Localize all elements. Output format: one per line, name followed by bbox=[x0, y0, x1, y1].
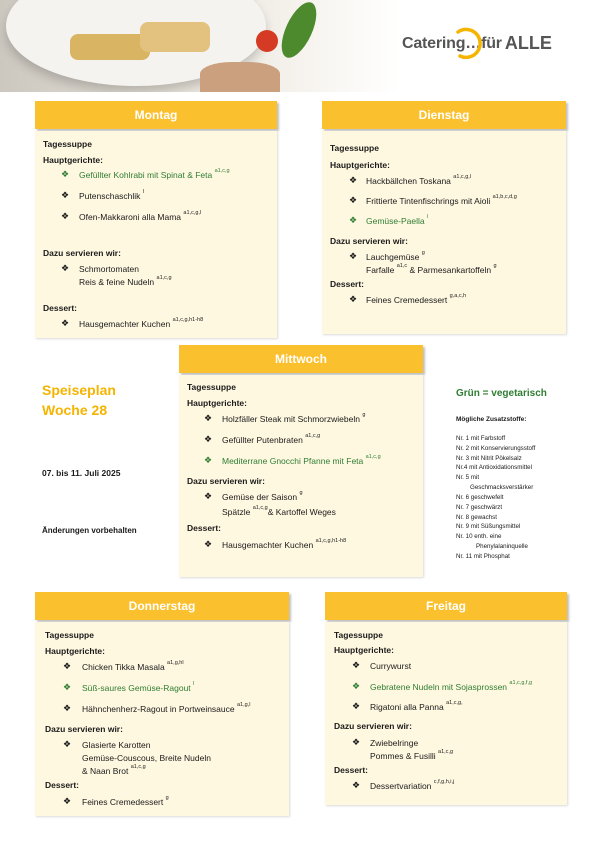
food-photo bbox=[0, 0, 400, 92]
additive-codes: g bbox=[165, 795, 169, 801]
dessert-dish bbox=[366, 295, 466, 305]
additive-codes: g bbox=[299, 490, 303, 496]
dessert-dish bbox=[79, 319, 203, 329]
additive-item: Nr. 10 enth. eine bbox=[456, 533, 502, 540]
bullet-icon: ❖ bbox=[63, 682, 72, 692]
page-title bbox=[42, 380, 116, 420]
additive-codes: l bbox=[426, 214, 429, 220]
main-dish bbox=[82, 683, 194, 693]
dish-name: Rigatoni alla Panna bbox=[370, 702, 444, 712]
day-name: Freitag bbox=[425, 599, 466, 613]
dish-name: & Kartoffel Weges bbox=[267, 507, 336, 517]
additive-codes: a1,g,hl bbox=[167, 660, 184, 666]
day-name: Montag bbox=[134, 108, 178, 122]
additive-item: Nr.4 mit Antioxidationsmittel bbox=[456, 464, 532, 471]
day-name: Dienstag bbox=[418, 108, 470, 122]
day-header-freitag bbox=[325, 592, 567, 620]
bullet-icon: ❖ bbox=[352, 737, 361, 747]
main-label: Hauptgerichte: bbox=[334, 645, 394, 655]
main-label: Hauptgerichte: bbox=[45, 646, 105, 656]
bullet-icon: ❖ bbox=[204, 455, 213, 465]
side-dish bbox=[82, 766, 146, 776]
additive-codes: g,a,c,h bbox=[449, 293, 467, 299]
bullet-icon: ❖ bbox=[61, 169, 70, 179]
additive-item: Phenylalaninquelle bbox=[476, 543, 528, 550]
dish-name: Gebratene Nudeln mit Sojasprossen bbox=[370, 682, 508, 692]
day-header-dienstag bbox=[322, 101, 566, 129]
bullet-icon: ❖ bbox=[63, 796, 72, 806]
company-logo bbox=[402, 33, 552, 54]
bullet-icon: ❖ bbox=[349, 251, 358, 261]
dish-name: Feines Cremedessert bbox=[366, 295, 448, 305]
additive-codes: a1,c,g,h1-h8 bbox=[172, 317, 204, 323]
additive-codes: a1,c,g, bbox=[446, 700, 463, 706]
hand-image bbox=[200, 62, 280, 92]
dessert-label: Dessert: bbox=[43, 303, 78, 313]
dish-name: Feines Cremedessert bbox=[82, 797, 164, 807]
dish-name: Schmortomaten bbox=[79, 264, 139, 274]
bullet-icon: ❖ bbox=[204, 413, 213, 423]
main-dish bbox=[82, 662, 184, 672]
additive-codes: a1,c,g,h1-h8 bbox=[315, 538, 347, 544]
side-dish bbox=[370, 738, 418, 748]
additive-codes: a1,b,c,d,g bbox=[492, 194, 517, 200]
additive-item: Nr. 11 mit Phosphat bbox=[456, 553, 510, 560]
soup-label: Tagessuppe bbox=[45, 630, 94, 640]
dish-name: & Parmesankartoffeln bbox=[407, 265, 492, 275]
dish-name: Gemüse der Saison bbox=[222, 492, 298, 502]
week-line: Woche 28 bbox=[42, 402, 108, 418]
side-dish bbox=[79, 277, 172, 287]
additive-codes: a1,c,g bbox=[365, 454, 381, 460]
dish-name: Lauchgemüse bbox=[366, 252, 420, 262]
additive-codes: a1,c bbox=[396, 263, 408, 269]
bullet-icon: ❖ bbox=[63, 661, 72, 671]
additive-codes: a1,c,g bbox=[156, 275, 172, 281]
soup-label: Tagessuppe bbox=[43, 139, 92, 149]
dish-name: Chicken Tikka Masala bbox=[82, 662, 165, 672]
sides-label: Dazu servieren wir: bbox=[330, 236, 408, 246]
side-dish bbox=[366, 265, 497, 275]
additive-item: Nr. 7 geschwärzt bbox=[456, 504, 503, 511]
dish-name: Hausgemachter Kuchen bbox=[222, 540, 314, 550]
bullet-icon: ❖ bbox=[352, 780, 361, 790]
dessert-label: Dessert: bbox=[330, 279, 365, 289]
side-dish bbox=[222, 492, 303, 502]
sides-label: Dazu servieren wir: bbox=[334, 721, 412, 731]
sides-label: Dazu servieren wir: bbox=[45, 724, 123, 734]
additive-codes: a1,c,g,l bbox=[453, 174, 472, 180]
additives-title: Mögliche Zusatzstoffe: bbox=[456, 416, 527, 423]
additive-codes: a1,g,l bbox=[237, 702, 251, 708]
additive-item: Nr. 3 mit Nitrit Pökelsalz bbox=[456, 455, 522, 462]
additive-item: Nr. 9 mit Süßungsmittel bbox=[456, 523, 521, 530]
main-dish bbox=[79, 170, 230, 180]
title-line: Speiseplan bbox=[42, 382, 116, 398]
additive-item: Nr. 6 geschwefelt bbox=[456, 494, 504, 501]
main-label: Hauptgerichte: bbox=[43, 155, 103, 165]
side-dish bbox=[370, 751, 453, 761]
soup-label: Tagessuppe bbox=[330, 143, 379, 153]
dish-name: Zwiebelringe bbox=[370, 738, 419, 748]
soup-label: Tagessuppe bbox=[334, 630, 383, 640]
side-dish bbox=[82, 753, 211, 763]
sides-label: Dazu servieren wir: bbox=[187, 476, 265, 486]
dessert-label: Dessert: bbox=[45, 780, 80, 790]
additive-codes: a1,c,g,f,g bbox=[509, 680, 533, 686]
additive-codes: g bbox=[493, 263, 497, 269]
main-dish bbox=[82, 704, 250, 714]
dish-name: & Naan Brot bbox=[82, 766, 129, 776]
date-range: 07. bis 11. Juli 2025 bbox=[42, 468, 121, 478]
additive-codes: c,f,g,h,i,j bbox=[433, 779, 455, 785]
bullet-icon: ❖ bbox=[349, 195, 358, 205]
additive-codes: g bbox=[421, 250, 425, 256]
dish-name: Spätzle bbox=[222, 507, 251, 517]
additive-item: Nr. 1 mit Farbstoff bbox=[456, 435, 506, 442]
side-dish bbox=[222, 507, 336, 517]
additive-codes: a1,c,g bbox=[252, 505, 268, 511]
main-dish bbox=[366, 176, 471, 186]
additive-item: Geschmacksverstärker bbox=[470, 484, 534, 491]
dish-name: Dessertvariation bbox=[370, 781, 432, 791]
bullet-icon: ❖ bbox=[349, 294, 358, 304]
additive-codes: l bbox=[142, 189, 145, 195]
dish-name: Frittierte Tintenfischrings mit Aioli bbox=[366, 196, 491, 206]
dish-name: Gemüse-Paella bbox=[366, 216, 425, 226]
main-dish bbox=[370, 682, 532, 692]
dish-name: Gemüse-Couscous, Breite Nudeln bbox=[82, 753, 211, 763]
sides-label: Dazu servieren wir: bbox=[43, 248, 121, 258]
logo-swoosh-icon bbox=[450, 24, 490, 64]
additive-codes: g bbox=[362, 412, 366, 418]
dish-name: Reis & feine Nudeln bbox=[79, 277, 155, 287]
additive-codes: l bbox=[193, 681, 195, 687]
dish-name: Süß-saures Gemüse-Ragout bbox=[82, 683, 191, 693]
dish-name: Mediterrane Gnocchi Pfanne mit Feta bbox=[222, 456, 364, 466]
dish-name: Gefüllter Putenbraten bbox=[222, 435, 303, 445]
dish-name: Hackbällchen Toskana bbox=[366, 176, 451, 186]
bullet-icon: ❖ bbox=[204, 491, 213, 501]
additive-item: Nr. 5 mit bbox=[456, 474, 480, 481]
bullet-icon: ❖ bbox=[349, 175, 358, 185]
header-banner bbox=[0, 0, 595, 92]
tomato-image bbox=[256, 30, 278, 52]
main-label: Hauptgerichte: bbox=[187, 398, 247, 408]
soup-label: Tagessuppe bbox=[187, 382, 236, 392]
dish-name: Farfalle bbox=[366, 265, 395, 275]
side-dish bbox=[79, 264, 139, 274]
day-header-mittwoch bbox=[179, 345, 423, 373]
side-dish bbox=[366, 252, 425, 262]
bullet-icon: ❖ bbox=[61, 318, 70, 328]
dish-name: Ofen-Makkaroni alla Mama bbox=[79, 212, 182, 222]
dish-name: Hähnchenherz-Ragout in Portweinsauce bbox=[82, 704, 235, 714]
food-image bbox=[140, 22, 210, 52]
bullet-icon: ❖ bbox=[63, 739, 72, 749]
dessert-dish bbox=[222, 540, 346, 550]
day-header-montag bbox=[35, 101, 277, 129]
dish-name: Holzfäller Steak mit Schmorzwiebeln bbox=[222, 414, 360, 424]
logo-text: Catering…für bbox=[402, 34, 502, 52]
main-label: Hauptgerichte: bbox=[330, 160, 390, 170]
main-dish bbox=[222, 414, 365, 424]
additive-codes: a1,c,g bbox=[305, 433, 321, 439]
bullet-icon: ❖ bbox=[352, 681, 361, 691]
day-name: Donnerstag bbox=[128, 599, 196, 613]
bullet-icon: ❖ bbox=[63, 703, 72, 713]
dish-name: Currywurst bbox=[370, 661, 412, 671]
main-dish bbox=[222, 435, 320, 445]
main-dish bbox=[222, 456, 381, 466]
dish-name: Glasierte Karotten bbox=[82, 740, 151, 750]
main-dish bbox=[79, 191, 144, 201]
bullet-icon: ❖ bbox=[349, 215, 358, 225]
additive-codes: a1,c,g bbox=[214, 168, 230, 174]
bullet-icon: ❖ bbox=[61, 211, 70, 221]
main-dish bbox=[366, 196, 517, 206]
day-name: Mittwoch bbox=[275, 352, 327, 366]
dish-name: Hausgemachter Kuchen bbox=[79, 319, 171, 329]
additive-item: Nr. 2 mit Konservierungsstoff bbox=[456, 445, 536, 452]
dish-name: Putenschaschlik bbox=[79, 191, 141, 201]
main-dish bbox=[366, 216, 428, 226]
bullet-icon: ❖ bbox=[352, 660, 361, 670]
changes-note: Änderungen vorbehalten bbox=[42, 526, 137, 535]
herb-image bbox=[275, 0, 324, 63]
main-dish bbox=[370, 702, 463, 712]
logo-alle: ALLE bbox=[504, 33, 552, 53]
day-header-donnerstag bbox=[35, 592, 289, 620]
dessert-label: Dessert: bbox=[187, 523, 222, 533]
dessert-dish bbox=[82, 797, 169, 807]
dish-name: Gefüllter Kohlrabi mit Spinat & Feta bbox=[79, 170, 213, 180]
additive-item: Nr. 8 gewachst bbox=[456, 514, 497, 521]
additive-codes: a1,c,g bbox=[438, 749, 454, 755]
dessert-label: Dessert: bbox=[334, 765, 369, 775]
bullet-icon: ❖ bbox=[61, 263, 70, 273]
additive-codes: a1,c,g bbox=[130, 764, 146, 770]
vegetarian-legend: Grün = vegetarisch bbox=[456, 388, 547, 399]
side-dish bbox=[82, 740, 151, 750]
food-image bbox=[70, 34, 150, 60]
bullet-icon: ❖ bbox=[204, 434, 213, 444]
main-dish bbox=[370, 661, 411, 671]
bullet-icon: ❖ bbox=[204, 539, 213, 549]
bullet-icon: ❖ bbox=[352, 701, 361, 711]
dessert-dish bbox=[370, 781, 454, 791]
bullet-icon: ❖ bbox=[61, 190, 70, 200]
additive-codes: a1,c,g,l bbox=[183, 210, 202, 216]
dish-name: Pommes & Fusilli bbox=[370, 751, 436, 761]
main-dish bbox=[79, 212, 201, 222]
